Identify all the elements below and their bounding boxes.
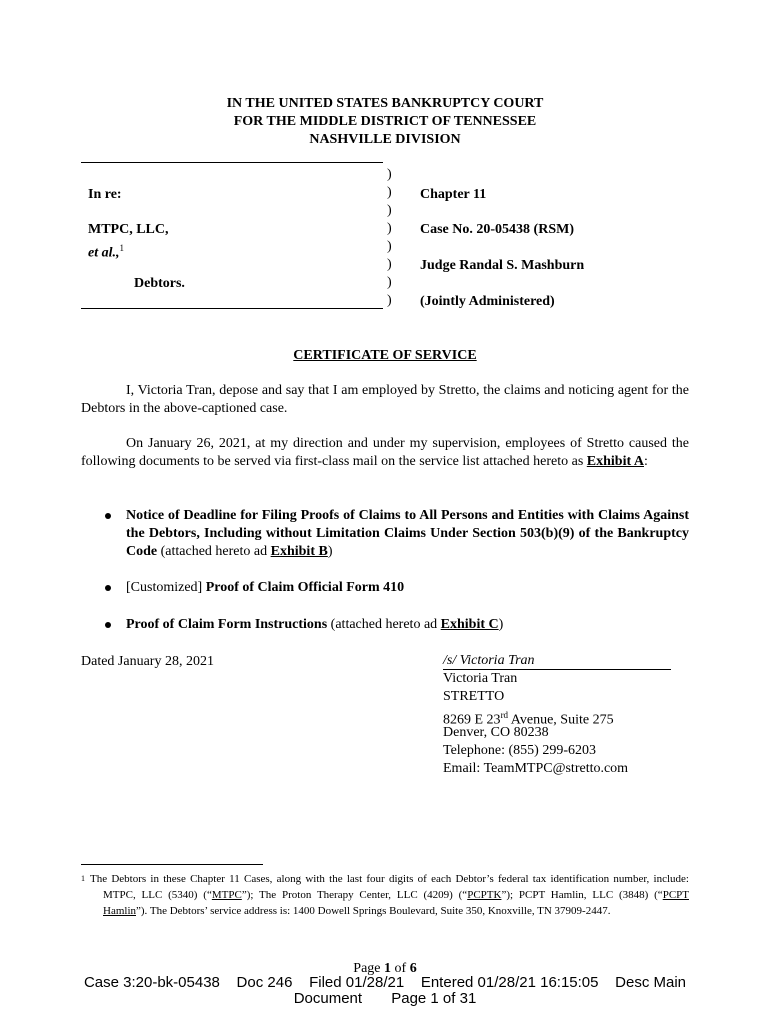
bullet-icon: [105, 622, 111, 628]
dated-line: Dated January 28, 2021: [81, 654, 214, 669]
exhibit-c-ref: Exhibit C: [440, 617, 499, 632]
case-number: Case No. 20-05438 (RSM): [420, 222, 574, 237]
signer-address-line2: Denver, CO 80238: [443, 725, 549, 740]
page-number: Page 1 of 6: [353, 961, 417, 976]
bullet-item-notice: Notice of Deadline for Filing Proofs of Claims to All Persons and Entities with Claims Against the Debtors, Including without Limitation Claims Under Section 503(b)(9) of the Bankruptcy Code (attached hereto ad Exhibit B): [126, 508, 689, 559]
caption-paren: ): [387, 185, 392, 200]
bullet-item-instructions: Proof of Claim Form Instructions (attached hereto ad Exhibit C): [126, 617, 504, 632]
debtor-name: MTPC, LLC,: [88, 222, 169, 237]
court-name-line1: IN THE UNITED STATES BANKRUPTCY COURT: [226, 96, 544, 111]
caption-paren: ): [387, 239, 392, 254]
caption-paren: ): [387, 221, 392, 236]
court-district-line: FOR THE MIDDLE DISTRICT OF TENNESSEE: [233, 114, 537, 129]
filing-stamp-line2: Document Page 1 of 31: [293, 990, 477, 1007]
exhibit-a-ref: Exhibit A: [586, 454, 644, 469]
document-title: CERTIFICATE OF SERVICE: [293, 348, 477, 363]
caption-paren: ): [387, 167, 392, 182]
signer-email: Email: TeamMTPC@stretto.com: [443, 761, 629, 776]
signer-company: STRETTO: [443, 689, 505, 704]
judge-name: Judge Randal S. Mashburn: [420, 258, 585, 273]
signature-line: /s/ Victoria Tran: [443, 653, 671, 670]
footnote-rule: [81, 864, 263, 865]
caption-paren: ): [387, 293, 392, 308]
bullet-item-proof-of-claim: [Customized] Proof of Claim Official Form 410: [126, 580, 405, 595]
et-al: et al.,$^1$: [88, 243, 124, 261]
caption-paren: ): [387, 203, 392, 218]
signer-phone: Telephone: (855) 299-6203: [443, 743, 596, 758]
paragraph-employment: I, Victoria Tran, depose and say that I am employed by Stretto, the claims and noticing agent for the Debtors in the above-captioned case.: [81, 383, 689, 416]
court-division-line: NASHVILLE DIVISION: [309, 132, 461, 147]
caption-bottom-rule: [81, 308, 383, 309]
bullet-icon: [105, 585, 111, 591]
chapter-label: Chapter 11: [420, 187, 487, 202]
debtors-label: Debtors.: [134, 276, 185, 291]
filing-stamp-line1: Case 3:20-bk-05438 Doc 246 Filed 01/28/21 Entered 01/28/21 16:15:05 Desc Main: [83, 974, 687, 991]
footnote-mark: 1: [81, 874, 85, 883]
caption-paren: ): [387, 257, 392, 272]
bullet-icon: [105, 513, 111, 519]
exhibit-b-ref: Exhibit B: [270, 544, 328, 559]
signer-name: Victoria Tran: [443, 671, 518, 686]
caption-top-rule: [81, 162, 383, 163]
jointly-administered: (Jointly Administered): [420, 294, 555, 309]
signer-address-line1: 8269 E 23rd Avenue, Suite 275: [443, 710, 614, 728]
in-re-label: In re:: [88, 187, 122, 202]
caption-paren: ): [387, 275, 392, 290]
footnote-text: The Debtors in these Chapter 11 Cases, along with the last four digits of each Debtor’s federal tax identification number, include: MTPC, LLC (5340) (“MTPC”); The Proton Therapy Center, LLC (4209) (“PCPTK”); PCPT Hamlin, LLC (3848) (“PCPT Hamlin”). The Debtors’ service address is: 1400 Dowell Springs Boulevard, Suite 350, Knoxville, TN 37909-2447.: [90, 873, 689, 917]
paragraph-service: On January 26, 2021, at my direction and under my supervision, employees of Stretto caused the following documents to be served via first-class mail on the service list attached hereto as Exhibit A:: [81, 436, 689, 469]
